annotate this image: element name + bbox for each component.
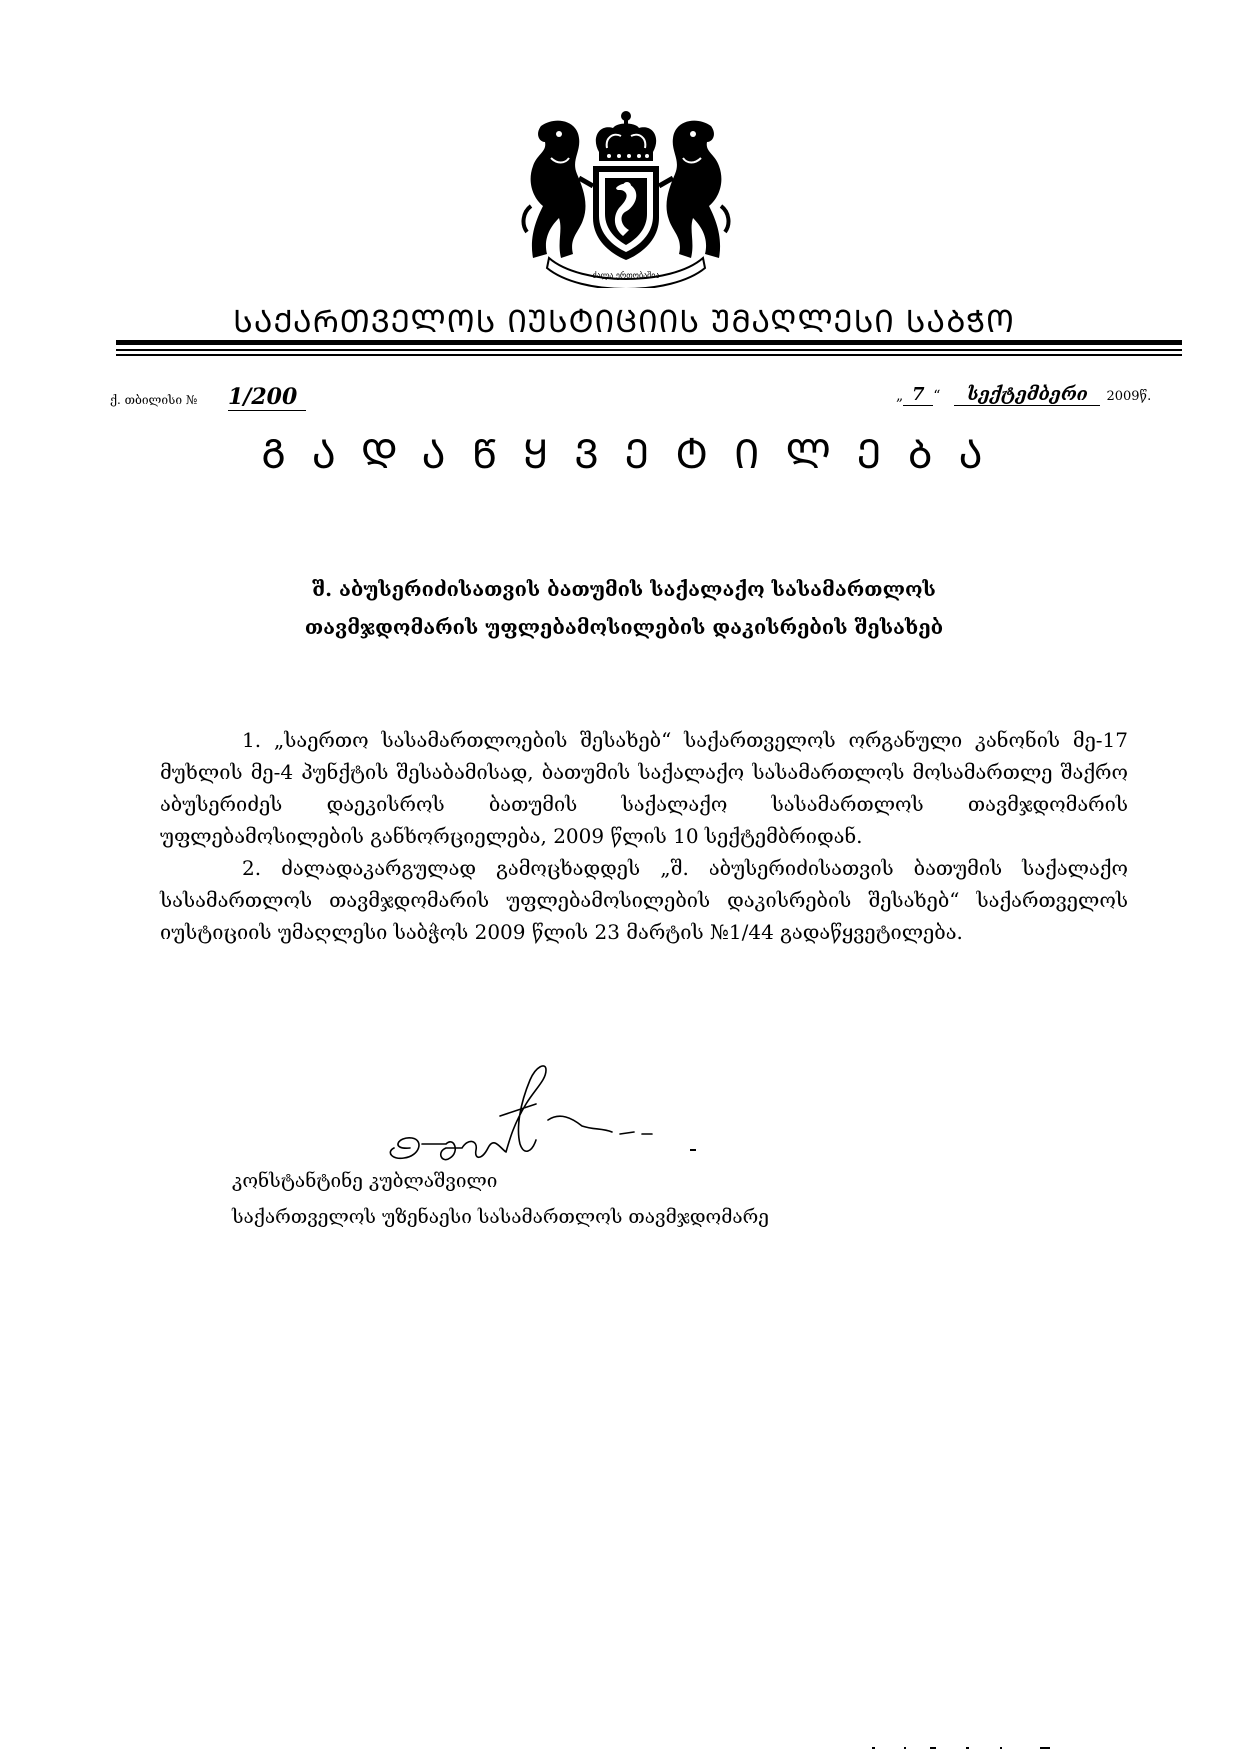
handwritten-signature [350,1040,710,1180]
signatory-title: საქართველოს უზენაესი სასამართლოს თავმჯდომარე [232,1206,769,1228]
document-number-label: ქ. თბილისი № [110,393,198,407]
crown-icon [596,111,656,161]
header-divider-thin [116,349,1182,351]
date-year: 2009წ. [1106,389,1152,404]
lion-right-icon [659,121,728,258]
header-divider-thick [116,340,1182,345]
decision-subject [250,570,998,646]
subject-line: თავმჯდომარის უფლებამოსილების დაკისრების შესახებ [304,615,944,639]
date-day: 7 [903,384,933,406]
georgia-coat-of-arms-icon [521,108,731,288]
institution-name: ᲡᲐᲥᲐᲠᲗᲕᲔᲚᲝᲡ ᲘᲣᲡᲢᲘᲪᲘᲘᲡ ᲣᲛᲐᲦᲚᲔᲡᲘ ᲡᲐᲑᲭᲝ [233,304,1015,340]
paragraph-2: 2. ძალადაკარგულად გამოცხადდეს „შ. აბუსერიძისათვის ბათუმის საქალაქო სასამართლოს თავმჯდომარის უფლებამოსილების დაკისრების შესახებ“ საქართველოს იუსტიციის უმაღლესი საბჭოს 2009 წლის 23 მარტის №1/44 გადაწყვეტილება. [160,856,1128,944]
date-close-quote: “ [933,388,941,404]
scan-noise [870,1745,1070,1751]
document-number: 1/200 [228,384,306,411]
date-open-quote: „ [896,388,904,404]
paragraph-1: 1. „საერთო სასამართლოების შესახებ“ საქართველოს ორგანული კანონის მე-17 მუხლის მე-4 პუნქტის შესაბამისად, ბათუმის საქალაქო სასამართლოს მოსამართლე შაქრო აბუსერიძეს დაეკისროს ბათუმის საქალაქო სასამართლოს თავმჯდომარის უფლებამოსილების განხორციელება, 2009 წლის 10 სექტემბრიდან. [160,728,1128,848]
motto-ribbon-icon [547,258,705,288]
document-date [896,384,1151,406]
lion-left-icon [524,121,593,258]
document-type-heading: ᲒᲐᲓᲐᲬᲧᲕᲔᲢᲘᲚᲔᲑᲐ [261,432,1009,478]
header-divider-thin [116,354,1182,356]
date-month: სექტემბერი [954,384,1100,406]
signatory [232,1163,769,1235]
signatory-name: კონსტანტინე კუბლაშვილი [232,1170,498,1192]
emblem-motto: ძალა ერთობაშია [592,271,660,280]
decision-body [160,724,1128,948]
shield-icon [593,166,659,260]
subject-line: შ. აბუსერიძისათვის ბათუმის საქალაქო სასამართლოს [312,577,936,601]
